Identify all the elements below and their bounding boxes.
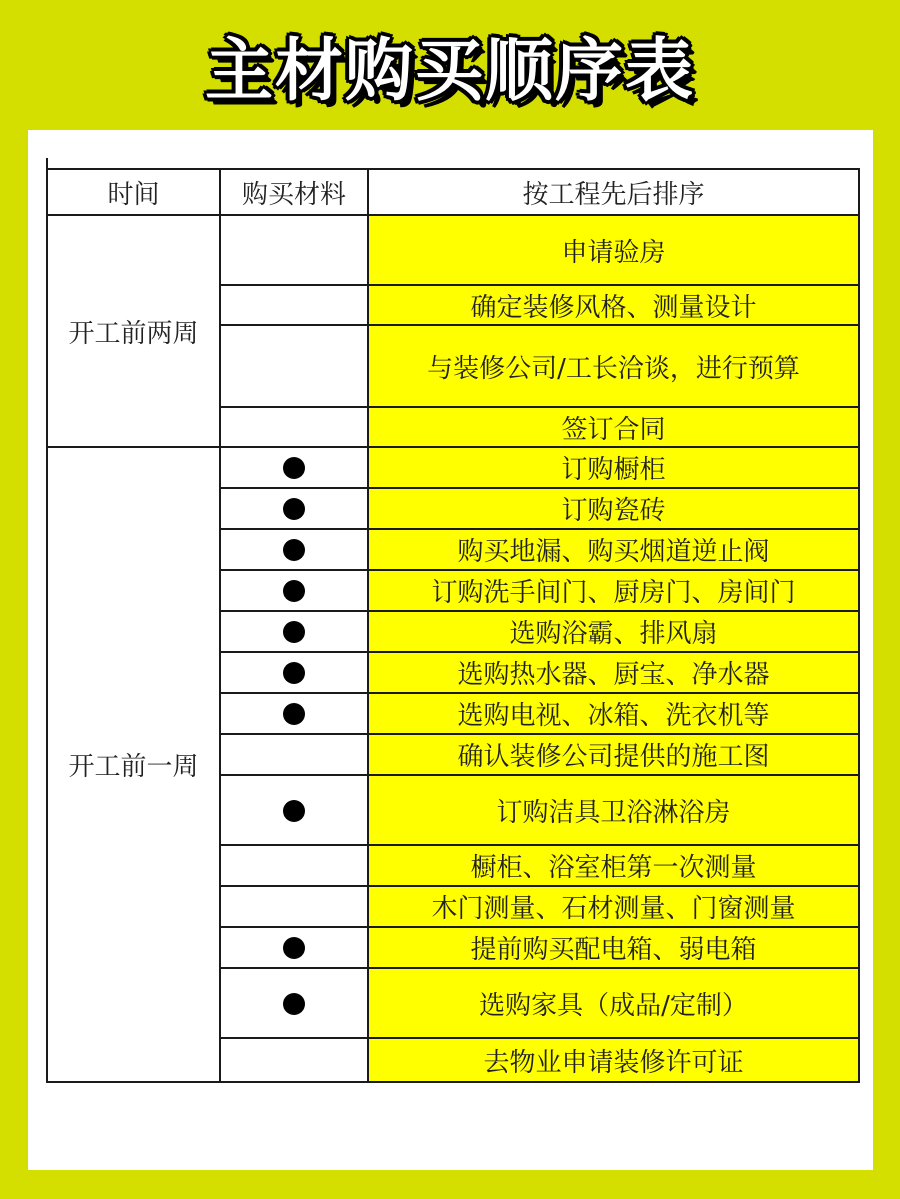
material-cell (220, 529, 368, 570)
step-cell: 订购橱柜 (368, 447, 859, 488)
black-dot-icon (283, 703, 305, 725)
material-cell (220, 652, 368, 693)
header-time: 时间 (47, 169, 220, 215)
step-cell: 购买地漏、购买烟道逆止阀 (368, 529, 859, 570)
step-cell: 订购洁具卫浴淋浴房 (368, 775, 859, 845)
material-cell (220, 407, 368, 447)
table-row (47, 215, 859, 285)
material-cell (220, 215, 368, 285)
black-dot-icon (283, 539, 305, 561)
step-cell: 去物业申请装修许可证 (368, 1038, 859, 1082)
material-cell (220, 734, 368, 775)
table-row (47, 447, 859, 488)
time-group-one-week: 开工前一周 (47, 447, 220, 1082)
material-cell (220, 886, 368, 927)
material-cell (220, 968, 368, 1038)
time-group-two-weeks: 开工前两周 (47, 215, 220, 447)
step-cell: 与装修公司/工长洽谈，进行预算 (368, 325, 859, 407)
schedule-card (28, 130, 873, 1170)
black-dot-icon (283, 580, 305, 602)
black-dot-icon (283, 662, 305, 684)
material-cell (220, 325, 368, 407)
step-cell: 订购洗手间门、厨房门、房间门 (368, 570, 859, 611)
header-material: 购买材料 (220, 169, 368, 215)
black-dot-icon (283, 457, 305, 479)
material-cell (220, 488, 368, 529)
step-cell: 提前购买配电箱、弱电箱 (368, 927, 859, 968)
table-header-row (47, 169, 859, 215)
step-cell: 橱柜、浴室柜第一次测量 (368, 845, 859, 886)
step-cell: 选购家具（成品/定制） (368, 968, 859, 1038)
material-cell (220, 611, 368, 652)
material-cell (220, 1038, 368, 1082)
step-cell: 确认装修公司提供的施工图 (368, 734, 859, 775)
black-dot-icon (283, 621, 305, 643)
black-dot-icon (283, 993, 305, 1015)
page-title: 主材购买顺序表 (204, 32, 695, 111)
black-dot-icon (283, 937, 305, 959)
step-cell: 申请验房 (368, 215, 859, 285)
header-sequence: 按工程先后排序 (368, 169, 859, 215)
step-cell: 选购电视、冰箱、洗衣机等 (368, 693, 859, 734)
black-dot-icon (283, 498, 305, 520)
material-cell (220, 693, 368, 734)
material-cell (220, 285, 368, 325)
step-cell: 确定装修风格、测量设计 (368, 285, 859, 325)
step-cell: 选购热水器、厨宝、净水器 (368, 652, 859, 693)
table-edge-line (46, 158, 48, 168)
black-dot-icon (283, 800, 305, 822)
step-cell: 签订合同 (368, 407, 859, 447)
material-cell (220, 775, 368, 845)
material-cell (220, 845, 368, 886)
step-cell: 木门测量、石材测量、门窗测量 (368, 886, 859, 927)
step-cell: 订购瓷砖 (368, 488, 859, 529)
material-cell (220, 447, 368, 488)
purchase-schedule-table (46, 168, 860, 1083)
material-cell (220, 927, 368, 968)
material-cell (220, 570, 368, 611)
step-cell: 选购浴霸、排风扇 (368, 611, 859, 652)
